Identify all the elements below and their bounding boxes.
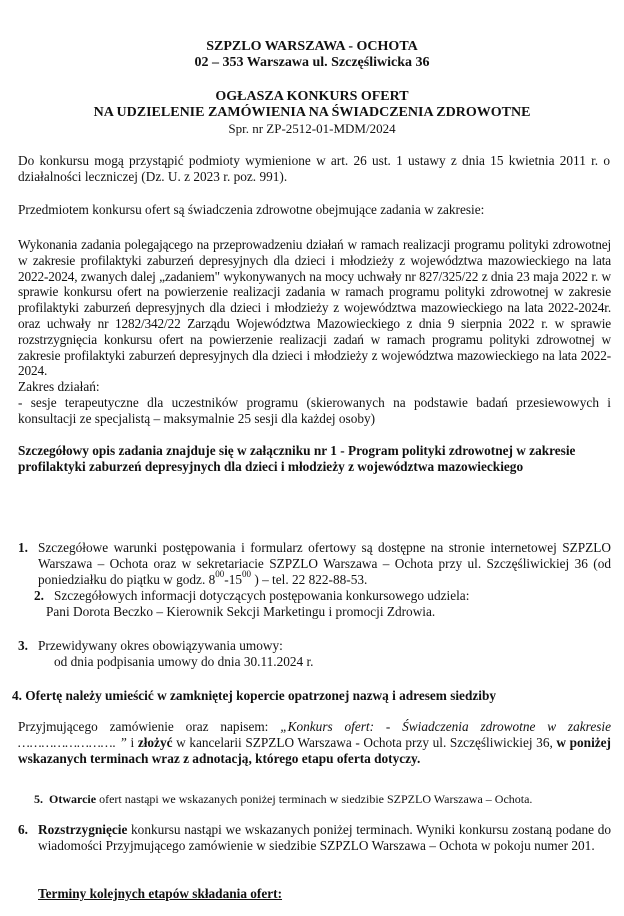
item-3-line1: Przewidywany okres obowiązywania umowy: <box>38 638 283 653</box>
submission-paragraph: Przyjmującego zamówienie oraz napisem: „Konkurs ofert: - Świadczenia zdrowotne w zakresie ……………………. ” i złożyć w kancelarii SZPZLO Warszawa - Ochota przy ul. Szczęśliwickiej 36, w poniżej wskazanych terminach wraz z adnotacją, którego etapu oferta dotyczy. <box>18 719 611 766</box>
item-5: 5. Otwarcie ofert nastąpi we wskazanych poniżej terminach w siedzibie SZPZLO Warszawa – Ochota. <box>34 792 533 806</box>
item-3-number: 3. <box>18 638 28 653</box>
scope-title: Zakres działań: <box>18 379 100 394</box>
scope-item: - sesje terapeutyczne dla uczestników programu (skierowanych na podstawie badań przesiewowych i konsultacji ze specjalistą – maksymalnie 25 sesji dla każdej osoby) <box>18 395 611 426</box>
item-2-line2: Pani Dorota Beczko – Kierownik Sekcji Marketingu i promocji Zdrowia. <box>46 604 436 619</box>
reference-number: Spr. nr ZP-2512-01-MDM/2024 <box>228 121 396 136</box>
item-2-number: 2. <box>34 588 44 603</box>
terms-heading: Terminy kolejnych etapów składania ofert: <box>38 886 283 901</box>
item-1-text: Szczegółowe warunki postępowania i formularz ofertowy są dostępne na stronie internetowej SZPZLO Warszawa – Ochota oraz w sekretariacie SZPZLO Warszawa – Ochota przy ul. Szczęśliwickiej 36 (od poniedziałku do piątku w godz. $8^{00}-15^{00}$ ) – tel. 22 822-88-53. <box>38 540 611 587</box>
subject-line: Przedmiotem konkursu ofert są świadczenia zdrowotne obejmujące zadania w zakresie: <box>18 202 485 217</box>
item-6-text: Rozstrzygnięcie konkursu nastąpi we wskazanych poniżej terminach. Wyniki konkursu zostaną podane do wiadomości Przyjmującego zamówienie w siedzibie SZPZLO Warszawa – Ochota w pokoju numer 201. <box>38 822 611 853</box>
org-address: 02 – 353 Warszawa ul. Szczęśliwicka 36 <box>194 55 430 70</box>
item-6-number: 6. <box>18 822 28 837</box>
item-4: 4. Ofertę należy umieścić w zamkniętej kopercie opatrzonej nazwą i adresem siedziby <box>12 688 496 703</box>
detailed-description: Szczegółowy opis zadania znajduje się w załączniku nr 1 - Program polityki zdrowotnej w zakresie profilaktyki zaburzeń depresyjnych dla dzieci i młodzieży z województwa mazowieckiego <box>18 443 576 474</box>
item-2-line1: Szczegółowych informacji dotyczących postępowania konkursowego udziela: <box>54 588 470 603</box>
item-1-number: 1. <box>18 540 28 555</box>
announcement-title: OGŁASZA KONKURS OFERT <box>215 89 409 104</box>
announcement-subject: NA UDZIELENIE ZAMÓWIENIA NA ŚWIADCZENIA ZDROWOTNE <box>93 105 531 120</box>
intro-paragraph: Do konkursu mogą przystąpić podmioty wymienione w art. 26 ust. 1 ustawy z dnia 15 kwietnia 2011 r. o działalności leczniczej (Dz. U. z 2023 r. poz. 991). <box>18 153 610 184</box>
task-description: Wykonania zadania polegającego na przeprowadzeniu działań w ramach realizacji programu polityki zdrowotnej w zakresie profilaktyki zaburzeń depresyjnych dla dzieci i młodzieży z województwa mazowieckiego na lata 2022-2024, zwanych dalej „zadaniem" wykonywanych na mocy uchwały nr 827/325/22 z dnia 23 maja 2022 r. w sprawie konkursu ofert na powierzenie realizacji zadania w ramach programu polityki zdrowotnej w zakresie profilaktyki zaburzeń depresyjnych dla dzieci i młodzieży z województwa mazowieckiego na lata 2022-2024r. oraz uchwały nr 1282/342/22 Zarządu Województwa Mazowieckiego z dnia 9 sierpnia 2022 r. w sprawie rozstrzygnięcia konkursu ofert na powierzenie realizacji zadań w ramach programu polityki zdrowotnej w zakresie profilaktyki zaburzeń depresyjnych dla dzieci i młodzieży z województwa mazowieckiego na lata 2022-2024. <box>18 237 611 379</box>
org-name: SZPZLO WARSZAWA - OCHOTA <box>206 39 418 54</box>
item-3-line2: od dnia podpisania umowy do dnia 30.11.2024 r. <box>54 654 314 669</box>
